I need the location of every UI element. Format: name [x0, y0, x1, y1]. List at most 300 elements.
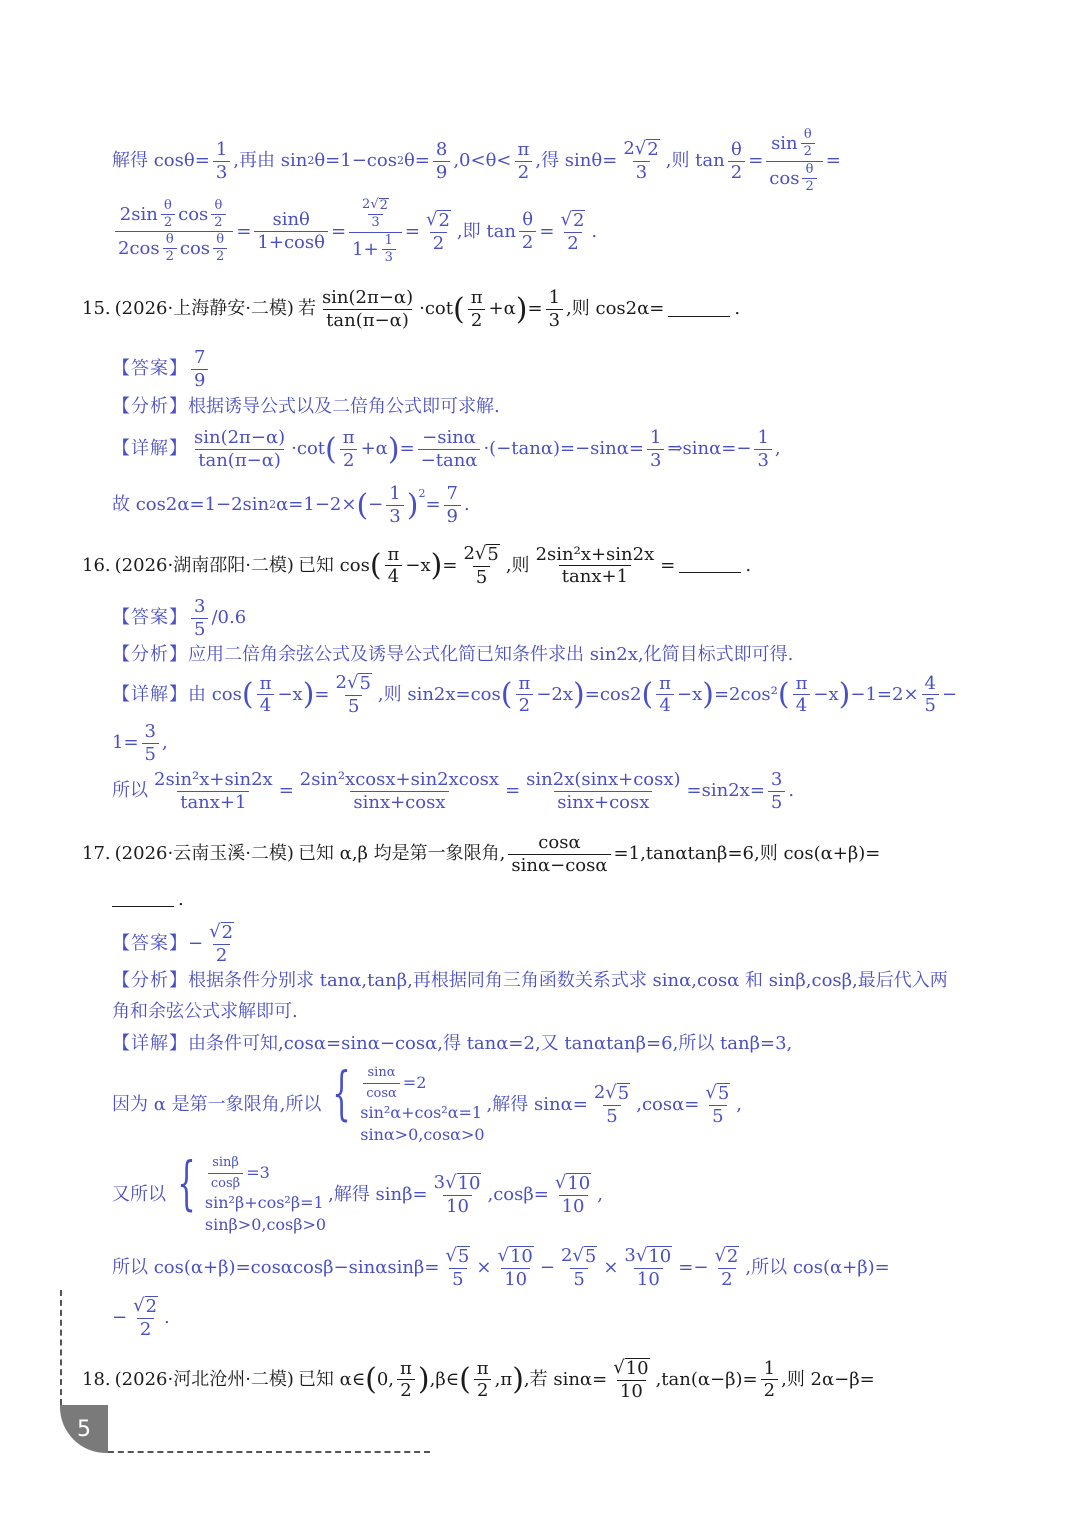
- cos: cos: [769, 167, 800, 189]
- den: tanx+1: [559, 565, 631, 587]
- fraction: [142, 722, 159, 765]
- den: cosα: [363, 1083, 400, 1103]
- den: sinx+cosx: [350, 791, 448, 813]
- answer-tag: 【答案】: [112, 932, 188, 954]
- num: 1: [215, 138, 228, 160]
- den: tan(π−α): [323, 309, 412, 331]
- text: −x: [813, 683, 839, 705]
- num: sinα: [367, 1065, 396, 1080]
- den: tan(π−α): [195, 449, 284, 471]
- den: 3: [754, 449, 771, 471]
- den: 3: [382, 249, 396, 265]
- num: 1: [389, 483, 401, 504]
- num: π: [400, 1357, 412, 1379]
- q15-detail: 【详解】 $\frac{\sin(2\pi-\alpha)}{\tan(\pi-\alpha)}$ ·cot ( $\frac{\pi}{2}$ +α ) = $\frac{-\sin\alpha}{-\tan\alpha}$ ·(−tanα)=−sinα= $\frac{1}{3}$ ⇒sinα=− $\frac{1}{3}$ ,: [112, 427, 781, 471]
- fraction: [385, 545, 403, 588]
- den: 5: [191, 618, 208, 640]
- num: 8: [435, 138, 448, 160]
- den: 5: [473, 566, 490, 588]
- text: 故 cos2α=1−2sin: [112, 494, 270, 516]
- cos: cos: [179, 237, 211, 259]
- analysis-tag: 【分析】: [112, 396, 188, 417]
- text: ,所以 cos(α+β)=: [745, 1256, 890, 1278]
- den: 2: [474, 1379, 491, 1401]
- text: −: [188, 932, 204, 954]
- text: ,则: [505, 554, 530, 576]
- text: =1−cos: [325, 150, 397, 172]
- den: 5: [570, 1268, 587, 1290]
- text: =−: [678, 1256, 709, 1278]
- q17-analysis-2: [112, 1002, 1080, 1022]
- fraction: 2√ 5 5: [593, 1081, 630, 1127]
- fraction: [768, 770, 785, 813]
- den: 2: [515, 161, 532, 183]
- den: sinx+cosx: [554, 791, 652, 813]
- den: 2: [516, 694, 533, 716]
- num: 2sin²x+sin2x: [535, 543, 655, 565]
- den: 2: [802, 178, 816, 194]
- den: 2: [728, 161, 745, 183]
- analysis-tag: 【分析】: [112, 644, 188, 665]
- question-source: (2026·云南玉溪·二模): [114, 843, 294, 865]
- q16-analysis: [112, 645, 1080, 665]
- fraction: [397, 1359, 415, 1402]
- text: 0,: [376, 1368, 395, 1390]
- num: sin(2π−α): [194, 427, 286, 448]
- theta: θ: [314, 150, 326, 172]
- q17-analysis-1: [112, 971, 1080, 991]
- den: 3: [546, 309, 563, 331]
- radicand: 2: [572, 209, 585, 231]
- text: 由 cos: [188, 683, 242, 705]
- text: 所以 cos(α+β)=cosαcosβ−sinαsinβ=: [112, 1256, 440, 1278]
- text: =2: [402, 1073, 427, 1093]
- fraction: [115, 199, 233, 265]
- num: 2sin²x+sin2x: [154, 769, 273, 790]
- system-cases: [205, 1154, 326, 1235]
- num: sin2x(sinx+cosx): [526, 769, 681, 790]
- den: 9: [191, 369, 208, 391]
- fraction: √ 5 5: [445, 1245, 470, 1290]
- den: 10: [617, 1380, 646, 1402]
- den: 2: [213, 248, 227, 264]
- num: θ: [803, 127, 812, 142]
- fraction: [761, 1359, 778, 1402]
- fraction: [656, 674, 674, 717]
- den: 5: [345, 695, 362, 717]
- num: π: [795, 672, 808, 694]
- fraction: [191, 348, 208, 391]
- fraction: [519, 210, 536, 253]
- num: 1: [548, 287, 561, 308]
- theta: θ: [183, 150, 195, 172]
- text: −2x: [536, 683, 574, 705]
- text: =1,tanαtanβ=6,则 cos(α+β)=: [613, 843, 881, 865]
- text: +α: [360, 438, 388, 460]
- fraction: 2√ 5 5: [335, 672, 371, 717]
- fraction: [474, 1359, 492, 1402]
- num: π: [342, 427, 355, 448]
- text: ,tan(α−β)=: [655, 1368, 758, 1390]
- num: 4: [924, 672, 936, 694]
- fraction: [418, 428, 481, 471]
- den: 10: [501, 1268, 530, 1290]
- den: 2: [801, 143, 815, 159]
- text: −x: [277, 683, 303, 705]
- answer-blank[interactable]: [112, 892, 174, 907]
- text: .: [164, 1306, 170, 1328]
- fraction: [793, 674, 811, 717]
- answer-tag: 【答案】: [112, 358, 188, 380]
- text: −1=2×: [850, 683, 919, 705]
- fraction: √ 2 2: [133, 1295, 158, 1340]
- detail-tag: 【详解】: [112, 683, 188, 705]
- den: cosβ: [208, 1173, 243, 1193]
- detail-tag: 【详解】: [112, 438, 188, 460]
- page-border-vertical: [60, 1290, 62, 1405]
- fraction: [922, 674, 939, 717]
- num: θ: [165, 232, 174, 248]
- system-cases: [360, 1064, 484, 1145]
- fraction: [515, 674, 533, 717]
- q16-answer: [112, 597, 1080, 640]
- page-border-horizontal: [108, 1451, 430, 1453]
- fraction: [444, 484, 461, 527]
- text: sinβ>0,cosβ>0: [204, 1214, 327, 1234]
- num: π: [518, 672, 531, 694]
- question-number: 15.: [82, 298, 111, 320]
- text: 1+: [352, 238, 379, 260]
- num: 1: [384, 232, 393, 248]
- question-source: (2026·湖南邵阳·二模): [114, 554, 294, 576]
- fraction: [766, 128, 822, 194]
- num: 7: [194, 347, 206, 368]
- fraction: √ 10 10: [554, 1171, 591, 1217]
- fraction: [297, 770, 502, 813]
- fraction: √ 2 2: [560, 208, 585, 254]
- radicand: 10: [625, 1358, 649, 1379]
- den: 2: [161, 214, 175, 230]
- den: 5: [768, 791, 785, 813]
- num: −sinα: [422, 427, 476, 448]
- den: 3: [386, 505, 403, 527]
- answer-tag: 【答案】: [112, 607, 188, 629]
- question-15: 15. (2026·上海静安·二模) 若 $\frac{\sin(2\pi-\alpha)}{\tan(\pi-\alpha)}$ ·cot ( $\frac{\pi}{2}$ +α ) = $\frac{1}{3}$ ,则 cos2α= .: [82, 287, 741, 331]
- q16-detail-3: 所以 $\frac{\text{2sin²x+sin2x}}{\tan x+1}$ = $\frac{\text{2sin²xcosx+sin2xcosx}}{\sin x+\cos x}$ = $\frac{\sin 2x(\sin x+\cos x)}{\sin x+\cos x}$ =sin2x= $\frac{3}{5}$ .: [112, 769, 795, 813]
- den: 2: [468, 309, 485, 331]
- radicand: 5: [487, 544, 499, 565]
- text: =sin2x=: [686, 780, 765, 802]
- text: 已知 α,β 均是第一象限角,: [297, 843, 506, 865]
- radicand: 10: [457, 1172, 481, 1194]
- text: ,: [162, 732, 168, 754]
- text: 又所以: [112, 1183, 166, 1205]
- den: sinα−cosα: [508, 854, 610, 876]
- detail-text: 由条件可知,cosα=sinα−cosα,得 tanα=2,又 tanαtanβ=6,所以 tanβ=3,: [188, 1033, 793, 1054]
- text: ,解得 sinα=: [486, 1093, 588, 1115]
- fraction: [257, 674, 275, 717]
- radicand: 5: [457, 1246, 470, 1267]
- text: ,则 cos2α=: [566, 298, 665, 320]
- cos: cos: [178, 203, 209, 225]
- den: 9: [444, 505, 461, 527]
- den: 5: [709, 1105, 726, 1127]
- text: ·cot: [291, 438, 326, 460]
- q17-detail-sum: [112, 1246, 1080, 1290]
- fraction: 3√ 10 10: [433, 1171, 481, 1217]
- q14-solution-line-2: 2sin $\frac{\theta}{2}$ cos $\frac{\theta}{2}$ 2cos $\frac{\theta}{2}$ cos $\frac{\theta}{2}$ = $\frac{\sin\theta}{1+\cos\theta}$ = 2√ 2 3 1+ $\frac{1}{3}$ = √ 2 2 ,即 tan $\frac{\theta}{2}$ = √ 2 2 .: [112, 198, 1080, 265]
- den: 5: [449, 1268, 466, 1290]
- q17-answer: [112, 922, 1080, 966]
- fraction: [340, 428, 358, 471]
- num: sin(2π−α): [321, 287, 414, 308]
- radicand: 10: [567, 1172, 591, 1194]
- den: 3: [647, 449, 664, 471]
- system-brace: { $\frac{\sin\alpha}{\cos\alpha}$ =2 sin²α+cos²α=1 sinα>0,cosα>0: [332, 1059, 485, 1144]
- question-18: 18. (2026·河北沧州·二模) 已知 α∈ ( 0, $\frac{\pi}{2}$ ) ,β∈ ( $\frac{\pi}{2}$ ,π ) ,若 sinα= √ 10 10 ,tan(α−β)= $\frac{1}{2}$ ,则 2α−β=: [82, 1357, 875, 1402]
- q15-answer: [112, 348, 1080, 391]
- text: ,: [736, 1093, 743, 1115]
- question-number: 18.: [82, 1368, 111, 1390]
- text: +α: [488, 298, 516, 320]
- den: 5: [142, 743, 159, 765]
- fraction: [647, 428, 664, 471]
- radicand: 2: [379, 198, 388, 213]
- den: 2: [211, 214, 225, 230]
- den: 3: [213, 161, 230, 183]
- text: 解得 cos: [112, 150, 184, 172]
- text: 因为 α 是第一象限角,所以: [112, 1093, 322, 1115]
- text: ,则 tan: [665, 150, 725, 172]
- question-number: 16.: [82, 554, 111, 576]
- sin: sin: [771, 132, 798, 154]
- question-source: (2026·河北沧州·二模): [114, 1368, 294, 1390]
- fraction: [191, 597, 208, 640]
- q16-detail-2: [112, 722, 1080, 765]
- den: 4: [385, 565, 402, 587]
- text: −x: [677, 683, 703, 705]
- radicand: 10: [648, 1246, 672, 1267]
- den: 2: [761, 1379, 778, 1401]
- answer-blank[interactable]: [668, 302, 730, 317]
- text: ,cosα=: [636, 1093, 700, 1115]
- fraction: √ 10 10: [497, 1245, 533, 1290]
- num: θ: [214, 197, 223, 213]
- q14-solution-line-1: 解得 cos θ = $\frac{1}{3}$ ,再由 sin 2 θ =1−cos 2 θ = $\frac{8}{9}$ ,0<θ< $\frac{\pi}{2}$ ,得 sin θ = 2√ 2 3 ,则 tan $\frac{\theta}{2}$ = sin $\frac{\theta}{2}$ cos $\frac{\theta}{2}$ =: [112, 127, 841, 194]
- question-17: [82, 833, 1080, 876]
- fraction: [523, 770, 683, 813]
- fraction: 2√ 5 5: [560, 1245, 597, 1290]
- page-number-text: 5: [77, 1416, 91, 1442]
- fraction: [433, 140, 450, 183]
- den: tanx+1: [177, 791, 249, 813]
- den: 4: [656, 694, 673, 716]
- den: 10: [634, 1268, 663, 1290]
- question-16: 16. (2026·湖南邵阳·二模) 已知 cos ( $\frac{\pi}{4}$ −x ) = 2√ 5 5 ,则 $\frac{\text{2sin²x+sin2x}}{\tan x+1}$ = .: [82, 543, 752, 588]
- text: ,即 tan: [456, 220, 516, 242]
- sqrt-sign: √ 2: [634, 138, 659, 161]
- text: sinα>0,cosα>0: [360, 1124, 485, 1144]
- num: 3: [770, 769, 783, 790]
- den: 2: [430, 232, 447, 254]
- fraction: √ 2 2: [425, 208, 450, 254]
- page-number: [60, 1405, 108, 1453]
- den: −tanα: [418, 449, 481, 471]
- num: θ: [216, 232, 225, 248]
- superscript: 2: [418, 487, 426, 500]
- num: 3: [194, 596, 206, 617]
- radicand: 2: [145, 1296, 158, 1317]
- num: θ: [805, 161, 814, 177]
- text: −: [539, 1256, 555, 1278]
- text: ,cosβ=: [487, 1183, 549, 1205]
- text: −: [368, 494, 384, 516]
- fraction: [254, 210, 328, 253]
- analysis-text: 应用二倍角余弦公式及诱导公式化简已知条件求出 sin2x,化简目标式即可得.: [188, 644, 794, 665]
- text: .: [463, 494, 470, 516]
- num: 2sin²xcosx+sin2xcosx: [299, 769, 500, 790]
- fraction: [515, 140, 533, 183]
- text: ,再由 sin: [233, 150, 308, 172]
- text: ,: [597, 1183, 603, 1205]
- q17-detail-beta: [112, 1149, 1080, 1235]
- radicand: 2: [647, 139, 659, 161]
- text: ·(−tanα)=−sinα=: [483, 438, 645, 460]
- q17-detail-1: [112, 1034, 1080, 1054]
- text: ,0<θ<: [453, 150, 512, 172]
- text: ,则 2α−β=: [781, 1368, 875, 1390]
- text: =cos2: [584, 683, 642, 705]
- den: 2: [718, 1268, 735, 1290]
- text: α=1−2×: [276, 494, 357, 516]
- fraction: [191, 428, 288, 471]
- text: =2cos²: [713, 683, 778, 705]
- num: π: [259, 672, 272, 694]
- den: 2: [564, 232, 581, 254]
- fraction: [508, 833, 610, 876]
- superscript: 2: [269, 498, 277, 512]
- text: ,: [774, 438, 781, 460]
- fraction: [533, 545, 658, 588]
- fraction: [754, 428, 771, 471]
- fraction: 2√ 5 5: [463, 543, 499, 588]
- radicand: 10: [509, 1246, 533, 1267]
- den: 10: [443, 1195, 472, 1217]
- num: sinθ: [272, 209, 310, 231]
- fraction: [386, 484, 403, 527]
- q16-detail: 【详解】 由 cos ( $\frac{\pi}{4}$ −x ) = 2√ 5 5 ,则 sin2x=cos ( $\frac{\pi}{2}$ −2x ) =cos2 ( $\frac{\pi}{4}$ −x ) =2cos² ( $\frac{\pi}{4}$ −x ) −1=2× $\frac{4}{5}$ −: [112, 672, 958, 717]
- question-source: (2026·上海静安·二模): [114, 298, 294, 320]
- theta: θ: [403, 150, 415, 172]
- analysis-text: 根据诱导公式以及二倍角公式即可求解.: [188, 396, 500, 417]
- den: 2: [340, 449, 357, 471]
- den: 2: [519, 231, 536, 253]
- num: θ: [522, 209, 534, 231]
- text: .: [591, 220, 598, 242]
- den: 2: [137, 1318, 154, 1340]
- text: sin²α+cos²α=1: [360, 1103, 483, 1123]
- fraction: √ 10 10: [613, 1357, 649, 1402]
- num: π: [470, 287, 483, 308]
- den: 9: [433, 161, 450, 183]
- den: 5: [603, 1105, 620, 1127]
- text: /0.6: [211, 607, 247, 629]
- analysis-tag: 【分析】: [112, 970, 188, 991]
- text: 若: [297, 298, 316, 320]
- fraction: 2√ 2 3: [623, 138, 659, 184]
- radicand: 5: [584, 1246, 597, 1267]
- text: ×: [603, 1256, 619, 1278]
- text: ×: [476, 1256, 492, 1278]
- num: sinβ: [212, 1155, 239, 1170]
- question-number: 17.: [82, 843, 111, 865]
- num: 1: [763, 1357, 776, 1379]
- num: 1: [650, 427, 662, 448]
- num: θ: [164, 197, 172, 213]
- text: 2cos: [118, 237, 160, 259]
- text: ,π: [494, 1368, 513, 1390]
- answer-blank[interactable]: [679, 558, 741, 573]
- fraction: √ 2 2: [714, 1245, 739, 1290]
- text: ,则 sin2x=cos: [377, 683, 501, 705]
- system-brace: { $\frac{\sin\beta}{\cos\beta}$ =3 sin²β+cos²β=1 sinβ>0,cosβ>0: [177, 1149, 327, 1234]
- num: 7: [446, 483, 458, 504]
- text: ,β∈: [429, 1368, 460, 1390]
- den: 4: [793, 694, 810, 716]
- num: 3: [144, 721, 156, 742]
- radicand: 5: [617, 1082, 630, 1104]
- radicand: 2: [726, 1246, 739, 1267]
- fraction: [468, 288, 486, 331]
- fraction: [151, 770, 276, 813]
- text: ,得 sin: [535, 150, 592, 172]
- text: 所以: [112, 780, 148, 802]
- num: π: [659, 672, 671, 694]
- den: 10: [559, 1195, 588, 1217]
- den: 4: [257, 694, 274, 716]
- q17-detail-alpha: [112, 1059, 1080, 1145]
- text: ,若 sinα=: [523, 1368, 608, 1390]
- den: 2: [213, 944, 230, 966]
- den: 3: [633, 161, 650, 183]
- fraction: [319, 288, 416, 331]
- num: cosα: [538, 832, 581, 853]
- num: π: [476, 1357, 489, 1379]
- text: −: [941, 683, 958, 705]
- num: π: [387, 543, 400, 565]
- text: ,解得 sinβ=: [328, 1183, 428, 1205]
- num: θ: [731, 138, 742, 160]
- num: 1: [757, 427, 769, 448]
- text: 已知 cos: [297, 554, 370, 576]
- den: 2: [397, 1379, 414, 1401]
- fraction: [213, 140, 230, 183]
- q17-detail-final: [112, 1296, 1080, 1340]
- den: 2: [163, 248, 177, 264]
- radicand: 2: [221, 922, 234, 943]
- fraction: [546, 288, 563, 331]
- den: 5: [922, 694, 939, 716]
- fraction: √ 2 2: [209, 921, 234, 966]
- text: sin²β+cos²β=1: [204, 1193, 324, 1213]
- radicand: 5: [717, 1082, 730, 1104]
- den: 3: [368, 214, 382, 230]
- text: 2sin: [119, 203, 158, 225]
- text: 已知 α∈: [297, 1368, 366, 1390]
- text: ⇒sinα=−: [667, 438, 752, 460]
- radicand: 5: [359, 673, 371, 694]
- text: −: [112, 1306, 128, 1328]
